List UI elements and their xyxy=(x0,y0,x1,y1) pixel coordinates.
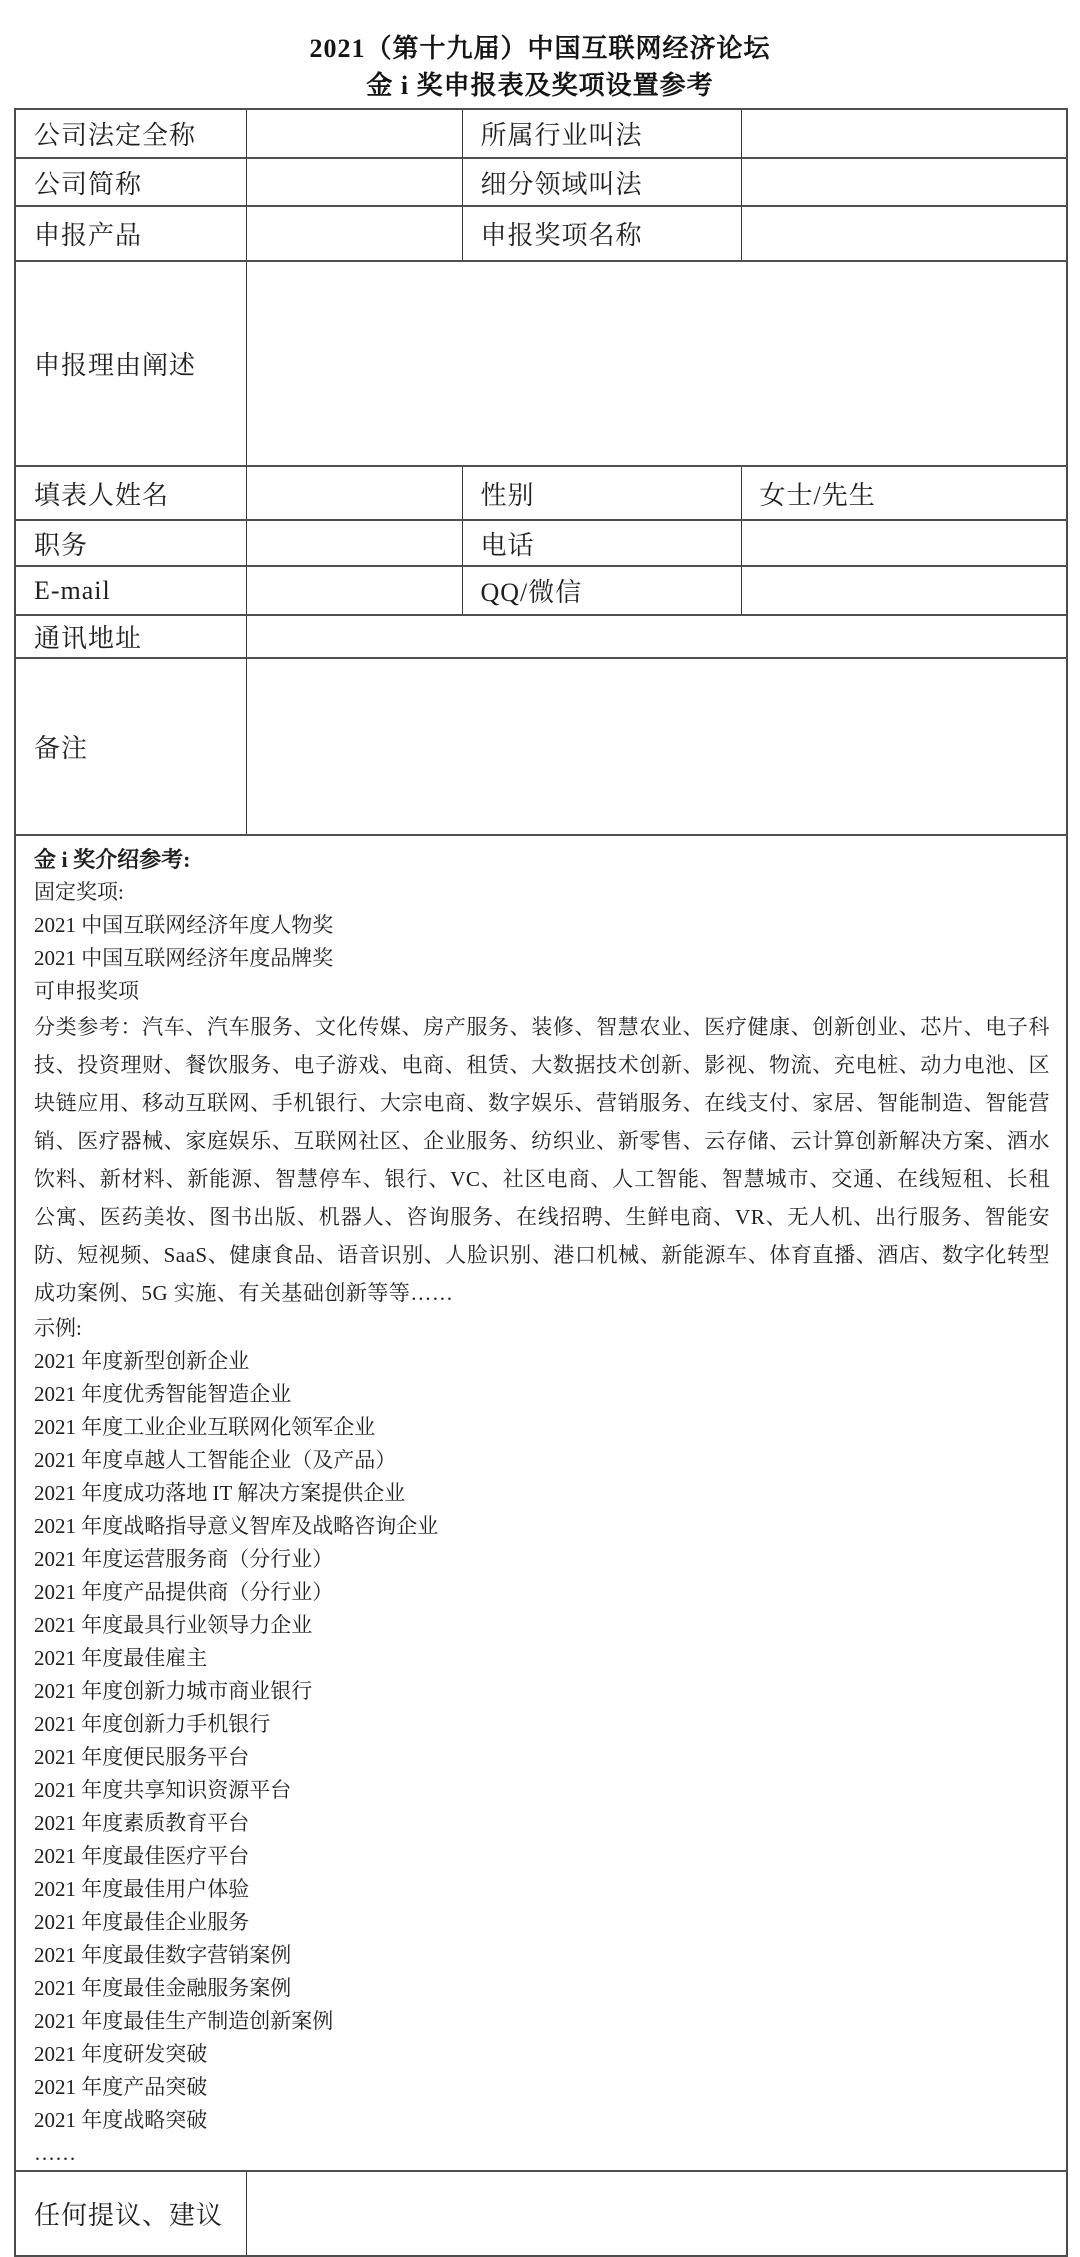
award-example-item: 2021 年度最佳企业服务 xyxy=(34,1910,250,1934)
applicable-awards-label: 可申报奖项 xyxy=(34,979,139,1003)
award-example-item: 2021 年度工业企业互联网化领军企业 xyxy=(34,1415,376,1439)
address-label: 通讯地址 xyxy=(15,615,246,658)
email-label: E-mail xyxy=(15,566,246,615)
suggestion-field[interactable] xyxy=(246,2171,1067,2256)
row-company-short-name xyxy=(15,158,1067,206)
application-form-table xyxy=(14,108,1068,2257)
award-example-item: 2021 年度战略指导意义智库及战略咨询企业 xyxy=(34,1514,439,1538)
suggestion-label: 任何提议、建议 xyxy=(15,2171,246,2256)
page-subtitle: 金 i 奖申报表及奖项设置参考 xyxy=(366,71,714,100)
award-example-item: 2021 年度产品提供商（分行业） xyxy=(34,1580,334,1604)
company-full-name-field[interactable] xyxy=(246,109,462,158)
phone-field[interactable] xyxy=(741,520,1067,566)
award-examples-list xyxy=(34,1345,1050,2137)
fixed-award-item: 2021 中国互联网经济年度人物奖 xyxy=(34,913,334,937)
award-example-item: 2021 年度研发突破 xyxy=(34,2042,208,2066)
row-email xyxy=(15,566,1067,615)
industry-field[interactable] xyxy=(741,109,1067,158)
award-example-item: 2021 年度运营服务商（分行业） xyxy=(34,1547,334,1571)
document-header xyxy=(0,0,1080,108)
address-field[interactable] xyxy=(246,615,1067,658)
qq-wechat-field[interactable] xyxy=(741,566,1067,615)
gender-label: 性别 xyxy=(462,466,741,520)
subfield-label: 细分领域叫法 xyxy=(462,158,741,206)
award-name-label: 申报奖项名称 xyxy=(462,206,741,261)
award-example-item: 2021 年度便民服务平台 xyxy=(34,1745,250,1769)
row-reason xyxy=(15,261,1067,466)
row-product xyxy=(15,206,1067,261)
award-example-item: 2021 年度战略突破 xyxy=(34,2108,208,2132)
award-example-item: 2021 年度最具行业领导力企业 xyxy=(34,1613,313,1637)
position-label: 职务 xyxy=(15,520,246,566)
row-address xyxy=(15,615,1067,658)
award-name-field[interactable] xyxy=(741,206,1067,261)
award-example-item: 2021 年度卓越人工智能企业（及产品） xyxy=(34,1448,397,1472)
award-example-item: 2021 年度最佳数字营销案例 xyxy=(34,1943,292,1967)
award-example-item: 2021 年度素质教育平台 xyxy=(34,1811,250,1835)
award-example-item: 2021 年度最佳金融服务案例 xyxy=(34,1976,292,2000)
fixed-award-item: 2021 中国互联网经济年度品牌奖 xyxy=(34,946,334,970)
product-field[interactable] xyxy=(246,206,462,261)
company-full-name-label: 公司法定全称 xyxy=(15,109,246,158)
award-example-item: 2021 年度创新力城市商业银行 xyxy=(34,1679,313,1703)
position-field[interactable] xyxy=(246,520,462,566)
row-company-full-name xyxy=(15,109,1067,158)
award-example-item: 2021 年度共享知识资源平台 xyxy=(34,1778,292,1802)
intro-heading: 金 i 奖介绍参考: xyxy=(34,847,191,872)
award-example-item: 2021 年度最佳医疗平台 xyxy=(34,1844,250,1868)
gender-value: 女士/先生 xyxy=(741,466,1067,520)
fixed-awards-list xyxy=(34,909,1050,975)
award-intro-section xyxy=(15,835,1067,2171)
company-short-name-label: 公司简称 xyxy=(15,158,246,206)
award-example-item: 2021 年度成功落地 IT 解决方案提供企业 xyxy=(34,1481,406,1505)
qq-wechat-label: QQ/微信 xyxy=(462,566,741,615)
award-example-item: 2021 年度优秀智能智造企业 xyxy=(34,1382,292,1406)
email-field[interactable] xyxy=(246,566,462,615)
industry-label: 所属行业叫法 xyxy=(462,109,741,158)
row-filler-name xyxy=(15,466,1067,520)
examples-label: 示例: xyxy=(34,1316,82,1340)
award-example-item: 2021 年度最佳生产制造创新案例 xyxy=(34,2009,334,2033)
award-example-item: 2021 年度最佳雇主 xyxy=(34,1646,208,1670)
company-short-name-field[interactable] xyxy=(246,158,462,206)
row-remarks xyxy=(15,658,1067,835)
filler-name-field[interactable] xyxy=(246,466,462,520)
product-label: 申报产品 xyxy=(15,206,246,261)
category-reference-paragraph: 分类参考：汽车、汽车服务、文化传媒、房产服务、装修、智慧农业、医疗健康、创新创业、芯片、电子科技、投资理财、餐饮服务、电子游戏、电商、租赁、大数据技术创新、影视、物流、充电桩、动力电池、区块链应用、移动互联网、手机银行、大宗电商、数字娱乐、营销服务、在线支付、家居、智能制造、智能营销、医疗器械、家庭娱乐、互联网社区、企业服务、纺织业、新零售、云存储、云计算创新解决方案、酒水饮料、新材料、新能源、智慧停车、银行、VC、社区电商、人工智能、智慧城市、交通、在线短租、长租公寓、医药美妆、图书出版、机器人、咨询服务、在线招聘、生鲜电商、VR、无人机、出行服务、智能安防、短视频、SaaS、健康食品、语音识别、人脸识别、港口机械、新能源车、体育直播、酒店、数字化转型成功案例、5G 实施、有关基础创新等等…… xyxy=(34,1015,1050,1305)
award-example-item: 2021 年度产品突破 xyxy=(34,2075,208,2099)
row-intro-section xyxy=(15,835,1067,2171)
fixed-awards-label: 固定奖项: xyxy=(34,880,124,904)
page-title: 2021（第十九届）中国互联网经济论坛 xyxy=(309,34,771,63)
filler-name-label: 填表人姓名 xyxy=(15,466,246,520)
remarks-field[interactable] xyxy=(246,658,1067,835)
row-position xyxy=(15,520,1067,566)
phone-label: 电话 xyxy=(462,520,741,566)
remarks-label: 备注 xyxy=(15,658,246,835)
ellipsis-line: …… xyxy=(34,2141,76,2165)
reason-field[interactable] xyxy=(246,261,1067,466)
reason-label: 申报理由阐述 xyxy=(15,261,246,466)
row-suggestions xyxy=(15,2171,1067,2256)
award-example-item: 2021 年度创新力手机银行 xyxy=(34,1712,271,1736)
award-example-item: 2021 年度最佳用户体验 xyxy=(34,1877,250,1901)
subfield-field[interactable] xyxy=(741,158,1067,206)
award-example-item: 2021 年度新型创新企业 xyxy=(34,1349,250,1373)
